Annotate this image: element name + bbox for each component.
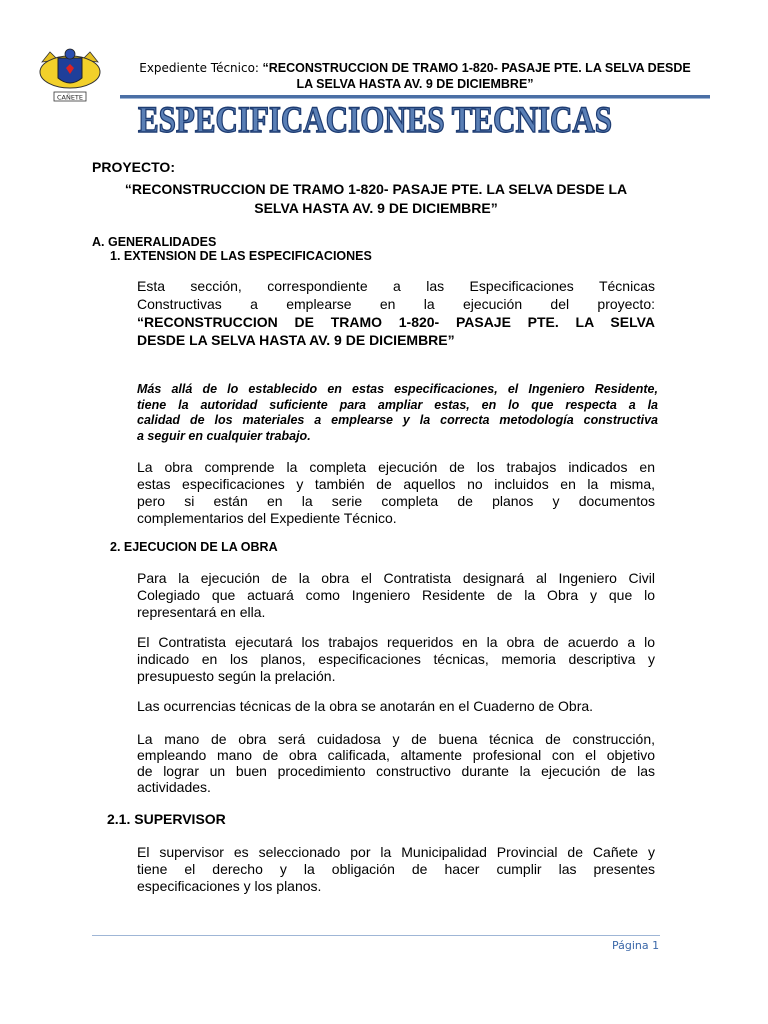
section-2-paragraph-1 bbox=[137, 570, 655, 621]
section-1-paragraph-3 bbox=[137, 459, 655, 527]
header-prefix: Expediente Técnico: bbox=[139, 61, 259, 75]
section-1-heading: 1. EXTENSION DE LAS ESPECIFICACIONES bbox=[110, 249, 372, 263]
title-banner bbox=[118, 96, 638, 142]
text-line: indicado en los planos, especificaciones técnicas, memoria descriptiva y bbox=[137, 651, 655, 667]
text-line: DESDE LA SELVA HASTA AV. 9 DE DICIEMBRE” bbox=[137, 332, 455, 348]
project-title-line1: “RECONSTRUCCION DE TRAMO 1-820- PASAJE PTE. LA SELVA DESDE LA bbox=[124, 181, 628, 197]
section-1-paragraph-2 bbox=[137, 382, 658, 444]
text-line: presupuesto según la prelación. bbox=[137, 668, 336, 684]
project-label: PROYECTO: bbox=[92, 159, 175, 175]
text-line: calidad de los materiales a emplearse y la correcta metodología constructiva bbox=[137, 413, 658, 427]
text-line: de lograr un buen procedimiento constructivo durante la ejecución de las bbox=[137, 763, 655, 779]
logo-text: CAÑETE bbox=[56, 93, 84, 102]
text-line: tiene la autoridad suficiente para ampliar estas, en lo que respecta a la bbox=[137, 397, 658, 412]
footer-rule bbox=[92, 935, 660, 936]
banner-text: ESPECIFICACIONES TECNICAS bbox=[138, 100, 612, 141]
page-number: Página 1 bbox=[612, 939, 660, 952]
text-line: pero si están en la serie completa de planos y documentos bbox=[137, 493, 655, 509]
section-2-paragraph-2 bbox=[137, 634, 655, 685]
text-line: Colegiado que actuará como Ingeniero Residente de la Obra y que lo bbox=[137, 587, 655, 603]
project-title-line2: SELVA HASTA AV. 9 DE DICIEMBRE” bbox=[254, 200, 498, 216]
header-title-line2: LA SELVA HASTA AV. 9 DE DICIEMBRE” bbox=[296, 77, 534, 91]
text-line: Para la ejecución de la obra el Contratista designará al Ingeniero Civil bbox=[137, 570, 655, 586]
section-a-heading: A. GENERALIDADES bbox=[92, 235, 217, 249]
text-line: Más allá de lo establecido en estas especificaciones, el Ingeniero Residente, bbox=[137, 382, 658, 396]
header-title-line1: “RECONSTRUCCION DE TRAMO 1-820- PASAJE PTE. LA SELVA DESDE bbox=[262, 61, 691, 75]
text-line: a seguir en cualquier trabajo. bbox=[137, 428, 311, 443]
municipal-crest-logo bbox=[36, 42, 104, 104]
section-2-1-paragraph-1 bbox=[137, 844, 655, 895]
text-line: complementarios del Expediente Técnico. bbox=[137, 510, 397, 526]
section-1-paragraph-1 bbox=[137, 277, 655, 349]
text-line: estas especificaciones y también de aquellos no incluidos en la misma, bbox=[137, 476, 655, 492]
text-line: La mano de obra será cuidadosa y de buena técnica de construcción, bbox=[137, 731, 655, 747]
text-line: representará en ella. bbox=[137, 604, 266, 620]
text-line: El Contratista ejecutará los trabajos requeridos en la obra de acuerdo a lo bbox=[137, 634, 655, 650]
text-line: tiene el derecho y la obligación de hacer cumplir las presentes bbox=[137, 861, 655, 877]
text-line: Constructivas a emplearse en la ejecución del proyecto: bbox=[137, 296, 655, 312]
text-line: La obra comprende la completa ejecución de los trabajos indicados en bbox=[137, 459, 655, 475]
text-line: El supervisor es seleccionado por la Municipalidad Provincial de Cañete y bbox=[137, 844, 655, 860]
section-2-paragraph-4 bbox=[137, 731, 655, 795]
text-line: actividades. bbox=[137, 779, 211, 795]
text-line: Esta sección, correspondiente a las Especificaciones Técnicas bbox=[137, 278, 655, 294]
document-header bbox=[120, 60, 710, 92]
section-2-paragraph-3 bbox=[137, 698, 655, 715]
project-title bbox=[92, 180, 660, 218]
section-2-1-heading: 2.1. SUPERVISOR bbox=[107, 811, 226, 827]
text-line: “RECONSTRUCCION DE TRAMO 1-820- PASAJE PTE. LA SELVA bbox=[137, 314, 655, 330]
text-line: especificaciones y los planos. bbox=[137, 878, 322, 894]
text-line: empleando mano de obra calificada, altamente profesional con el objetivo bbox=[137, 747, 655, 763]
text-line: Las ocurrencias técnicas de la obra se anotarán en el Cuaderno de Obra. bbox=[137, 698, 594, 714]
section-2-heading: 2. EJECUCION DE LA OBRA bbox=[110, 540, 278, 554]
